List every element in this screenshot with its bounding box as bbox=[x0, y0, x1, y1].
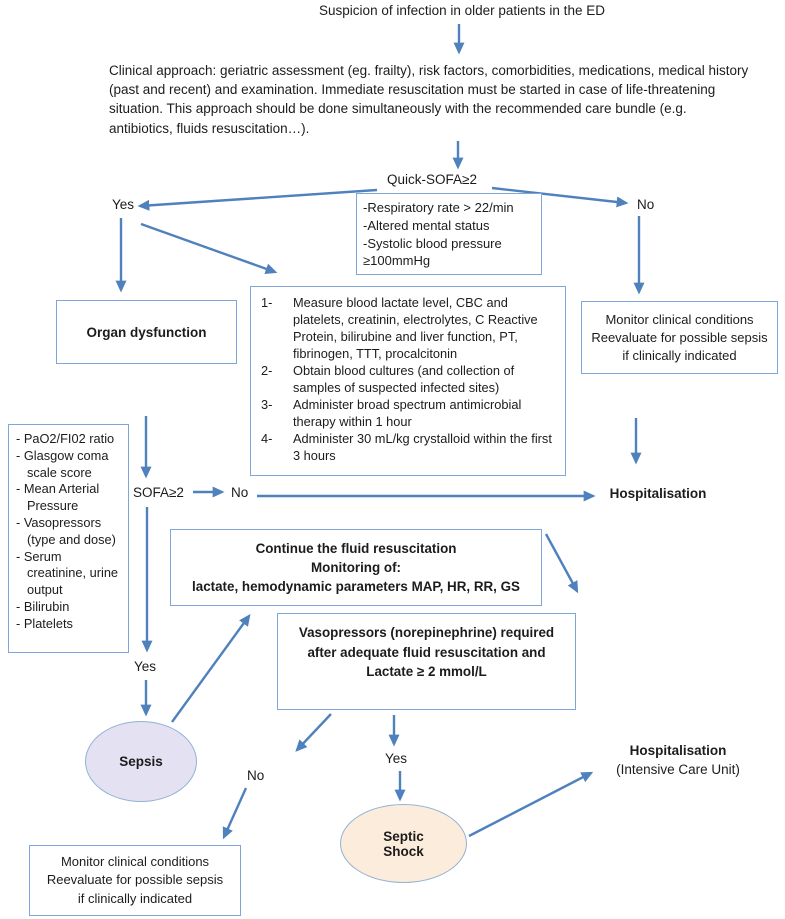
monitor-clinical-conditions-box-bottom bbox=[29, 845, 241, 916]
hospitalisation-icu bbox=[592, 742, 764, 779]
label-vaso-no: No bbox=[247, 768, 265, 783]
monitor-right-line-1: Monitor clinical conditions bbox=[605, 311, 754, 327]
sofa-variable-bilirubin: - Bilirubin bbox=[16, 598, 70, 614]
continue-fluid-line-3: lactate, hemodynamic parameters MAP, HR, RR, GS bbox=[192, 579, 520, 594]
quick-sofa-label: Quick-SOFA≥2 bbox=[387, 172, 477, 187]
label-vaso-yes: Yes bbox=[385, 751, 408, 766]
sofa-variable-map: - Mean Arterial Pressure bbox=[16, 481, 100, 514]
care-bundle-item-2 bbox=[261, 362, 557, 396]
care-bundle-num-3: 3- bbox=[261, 397, 273, 412]
sofa-variable-creatinine: - Serum creatinine, urine output bbox=[16, 548, 119, 598]
care-bundle-item-1 bbox=[261, 294, 557, 362]
sepsis-label: Sepsis bbox=[119, 754, 163, 769]
arrow-yes-to-care-bundle bbox=[141, 224, 275, 272]
monitor-right-line-2: Reevaluate for possible sepsis bbox=[591, 329, 768, 345]
vasopressors-line-1: Vasopressors (norepinephrine) required bbox=[298, 625, 555, 640]
vasopressors-required-box bbox=[277, 613, 576, 710]
organ-dysfunction-label: Organ dysfunction bbox=[86, 324, 207, 340]
care-bundle-text-3: Administer broad spectrum antimicrobial therapy within 1 hour bbox=[293, 397, 522, 429]
care-bundle-num-1: 1- bbox=[261, 295, 273, 310]
monitor-right-line-3: if clinically indicated bbox=[622, 347, 737, 363]
sofa-variable-platelets: - Platelets bbox=[16, 615, 73, 631]
label-sofa-no: No bbox=[231, 485, 249, 500]
organ-dysfunction-box bbox=[56, 300, 237, 364]
qsofa-criterion-mental-status: -Altered mental status bbox=[363, 217, 490, 233]
continue-fluid-resuscitation-box bbox=[170, 529, 542, 606]
continue-fluid-line-2: Monitoring of: bbox=[311, 560, 401, 575]
sofa-variable-vasopressors: - Vasopressors (type and dose) bbox=[16, 514, 116, 547]
label-qsofa-yes: Yes bbox=[112, 197, 135, 212]
qsofa-criterion-respiratory: -Respiratory rate > 22/min bbox=[363, 200, 514, 215]
vasopressors-line-2: after adequate fluid resuscitation and bbox=[307, 644, 546, 660]
arrow-septic-shock-to-icu bbox=[469, 773, 591, 836]
qsofa-criterion-blood-pressure: -Systolic blood pressure ≥100mmHg bbox=[363, 235, 502, 269]
hospitalisation-icu-line-1: Hospitalisation bbox=[629, 743, 727, 758]
arrow-vasopressors-to-no bbox=[297, 714, 331, 750]
care-bundle-item-4 bbox=[261, 430, 557, 464]
sofa-label: SOFA≥2 bbox=[133, 485, 184, 500]
clinical-approach-text: Clinical approach: geriatric assessment (eg. frailty), risk factors, comorbidities, medications, medical history (past and recent) and examination. Immediate resuscitation must be started in case of life-threatening situation. This approach should be done simultaneously with the recommended care bundle (e.g. antibiotics, fluids resuscitation…). bbox=[109, 63, 749, 136]
label-sofa-yes: Yes bbox=[134, 659, 157, 674]
monitor-bottom-line-1: Monitor clinical conditions bbox=[60, 853, 210, 869]
hospitalisation-icu-line-2: (Intensive Care Unit) bbox=[616, 761, 740, 777]
septic-shock-label: Septic Shock bbox=[383, 828, 424, 859]
arrow-qsofa-to-yes bbox=[140, 190, 377, 206]
label-qsofa-no: No bbox=[637, 197, 655, 212]
sofa-variable-glasgow: - Glasgow coma scale score bbox=[16, 447, 109, 480]
vasopressors-line-3: Lactate ≥ 2 mmol/L bbox=[366, 664, 487, 679]
care-bundle-box bbox=[250, 286, 566, 476]
sofa-variable-pao2: - PaO2/FI02 ratio bbox=[16, 431, 115, 446]
care-bundle-text-4: Administer 30 mL/kg crystalloid within the first 3 hours bbox=[293, 431, 552, 463]
arrow-no-to-monitor-bottom bbox=[224, 788, 246, 837]
sofa-variables-box bbox=[8, 424, 129, 653]
monitor-bottom-line-2: Reevaluate for possible sepsis bbox=[46, 872, 224, 888]
monitor-clinical-conditions-box-right bbox=[581, 301, 778, 374]
care-bundle-num-2: 2- bbox=[261, 363, 273, 378]
continue-fluid-line-1: Continue the fluid resuscitation bbox=[255, 541, 457, 556]
care-bundle-item-3 bbox=[261, 396, 557, 430]
arrow-continue-to-vasopressors bbox=[546, 534, 577, 591]
qsofa-criteria-box bbox=[356, 193, 542, 275]
care-bundle-text-1: Measure blood lactate level, CBC and platelets, creatinin, electrolytes, C Reactive Protein, bilirubine and liver function, PT, fibrinogen, TTT, procalcitonin bbox=[293, 295, 538, 361]
arrow-sepsis-to-continue-fluid bbox=[172, 616, 249, 722]
monitor-bottom-line-3: if clinically indicated bbox=[77, 890, 193, 906]
sepsis-node bbox=[85, 721, 197, 802]
care-bundle-num-4: 4- bbox=[261, 431, 273, 446]
septic-shock-node bbox=[340, 804, 467, 883]
title-suspicion-of-infection: Suspicion of infection in older patients in the ED bbox=[319, 3, 605, 18]
care-bundle-text-2: Obtain blood cultures (and collection of samples of suspected infected sites) bbox=[293, 363, 515, 395]
hospitalisation-label: Hospitalisation bbox=[609, 486, 707, 501]
